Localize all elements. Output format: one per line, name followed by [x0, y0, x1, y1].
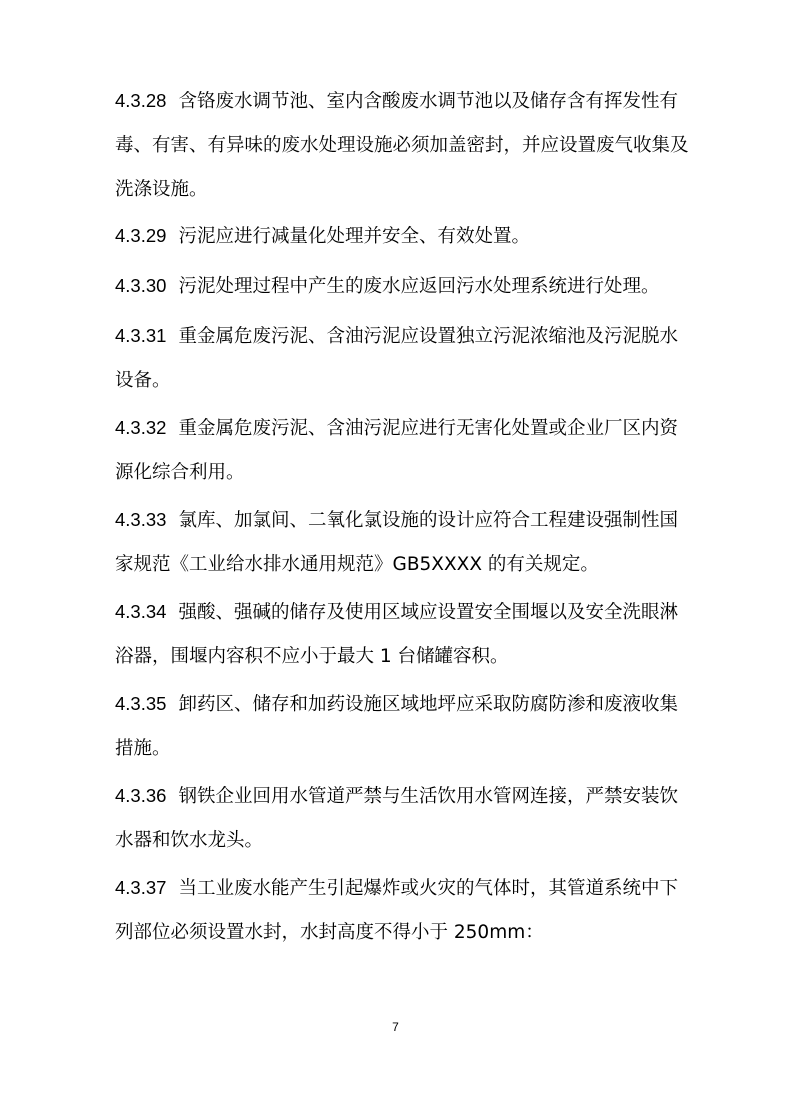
- page-number: 7: [392, 1020, 399, 1034]
- clause-4-3-32: [115, 406, 689, 495]
- clause-text: 当工业废水能产生引起爆炸或火灾的气体时，其管道系统中下列部位必须设置水封，水封高度不得小于 250mm：: [115, 878, 678, 943]
- clause-number: 4.3.35: [115, 693, 167, 714]
- clause-text: 钢铁企业回用水管道严禁与生活饮用水管网连接，严禁安装饮水器和饮水龙头。: [115, 786, 678, 851]
- clause-number: 4.3.37: [115, 877, 167, 898]
- clause-text: 卸药区、储存和加药设施区域地坪应采取防腐防渗和废液收集措施。: [115, 694, 678, 759]
- clause-4-3-29: [115, 214, 689, 259]
- clause-text: 污泥应进行减量化处理并安全、有效处置。: [178, 226, 530, 247]
- clause-4-3-36: [115, 774, 689, 863]
- clause-number: 4.3.36: [115, 785, 167, 806]
- clause-text: 重金属危废污泥、含油污泥应设置独立污泥浓缩池及污泥脱水设备。: [115, 326, 678, 391]
- clause-number: 4.3.33: [115, 509, 167, 530]
- clause-4-3-31: [115, 314, 689, 403]
- clause-number: 4.3.34: [115, 601, 167, 622]
- clause-4-3-35: [115, 682, 689, 771]
- clause-text: 强酸、强碱的储存及使用区域应设置安全围堰以及安全洗眼淋浴器，围堰内容积不应小于最大 1 台储罐容积。: [115, 602, 678, 667]
- clause-number: 4.3.28: [115, 90, 167, 111]
- clause-number: 4.3.29: [115, 225, 167, 246]
- clause-text: 重金属危废污泥、含油污泥应进行无害化处置或企业厂区内资源化综合利用。: [115, 418, 678, 483]
- clause-text: 氯库、加氯间、二氧化氯设施的设计应符合工程建设强制性国家规范《工业给水排水通用规范》GB5XXXX 的有关规定。: [115, 510, 678, 575]
- clause-text: 污泥处理过程中产生的废水应返回污水处理系统进行处理。: [178, 276, 660, 297]
- clause-4-3-28: [115, 79, 689, 212]
- clause-4-3-30: [115, 264, 689, 309]
- clause-number: 4.3.31: [115, 325, 167, 346]
- clause-4-3-37: [115, 866, 689, 955]
- clause-4-3-33: [115, 498, 689, 587]
- clause-number: 4.3.30: [115, 275, 167, 296]
- clause-number: 4.3.32: [115, 417, 167, 438]
- clause-text: 含铬废水调节池、室内含酸废水调节池以及储存含有挥发性有毒、有害、有异味的废水处理设施必须加盖密封，并应设置废气收集及洗涤设施。: [115, 91, 689, 200]
- clause-4-3-34: [115, 590, 689, 679]
